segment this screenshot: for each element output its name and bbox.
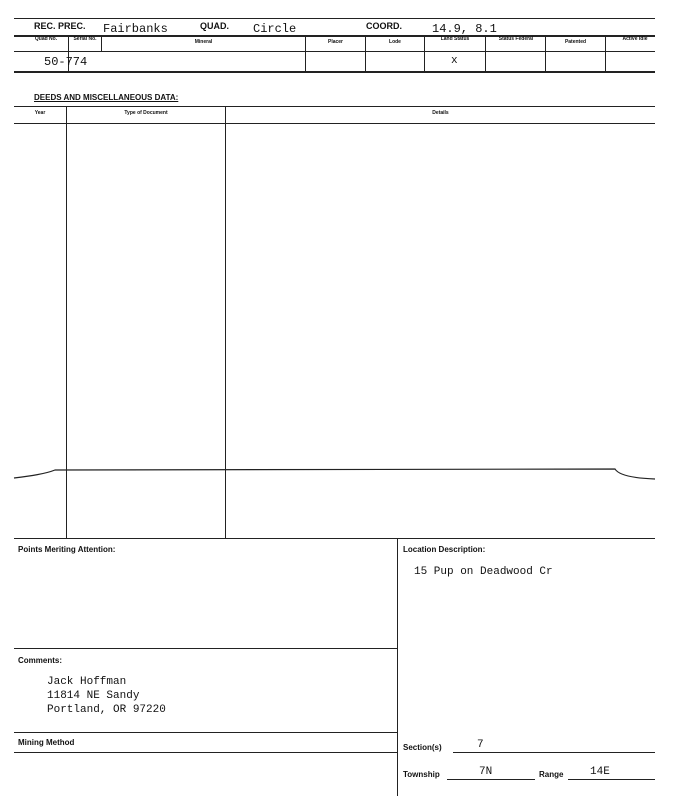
rec-prec-label: REC. PREC. bbox=[34, 21, 86, 31]
quad-value: Circle bbox=[253, 22, 297, 36]
section-label: Section(s) bbox=[403, 743, 442, 752]
mining-method-label: Mining Method bbox=[18, 738, 75, 747]
col-serial-no: Serial No. bbox=[73, 36, 97, 42]
comments-line-2: 11814 NE Sandy bbox=[47, 690, 140, 702]
bottom-divider bbox=[397, 538, 398, 796]
comments-label: Comments: bbox=[18, 656, 63, 665]
col-quad-no: Quad No. bbox=[34, 36, 58, 42]
col-placer: Placer bbox=[327, 39, 343, 45]
rec-prec-value: Fairbanks bbox=[103, 22, 168, 36]
coord-label: COORD. bbox=[366, 21, 402, 31]
land-status-mark: x bbox=[451, 55, 458, 67]
location-value: 15 Pup on Deadwood Cr bbox=[414, 566, 553, 578]
col-active-idle: Active Idle bbox=[622, 36, 648, 42]
deeds-title: DEEDS AND MISCELLANEOUS DATA: bbox=[34, 93, 179, 102]
quad-label: QUAD. bbox=[200, 21, 229, 31]
points-label: Points Meriting Attention: bbox=[18, 545, 116, 554]
township-label: Township bbox=[403, 770, 440, 779]
col-mineral: Mineral bbox=[194, 39, 213, 45]
col-land-status: Land Status bbox=[440, 36, 470, 42]
range-label: Range bbox=[539, 770, 564, 779]
col-status-federal: Status Federal bbox=[498, 36, 534, 42]
comments-line-3: Portland, OR 97220 bbox=[47, 704, 166, 716]
col-type-of-document: Type of Document bbox=[124, 110, 168, 116]
col-year: Year bbox=[34, 110, 46, 116]
page-fold-line bbox=[0, 460, 678, 490]
col-details: Details bbox=[432, 110, 449, 116]
serial-no-value: 50-774 bbox=[44, 55, 88, 69]
range-value: 14E bbox=[590, 766, 610, 778]
coord-value: 14.9, 8.1 bbox=[432, 22, 497, 36]
township-value: 7N bbox=[479, 766, 493, 778]
section-value: 7 bbox=[477, 739, 484, 751]
col-patented: Patented bbox=[564, 39, 587, 45]
col-lode: Lode bbox=[389, 39, 401, 45]
comments-line-1: Jack Hoffman bbox=[47, 676, 127, 688]
location-label: Location Description: bbox=[403, 545, 486, 554]
